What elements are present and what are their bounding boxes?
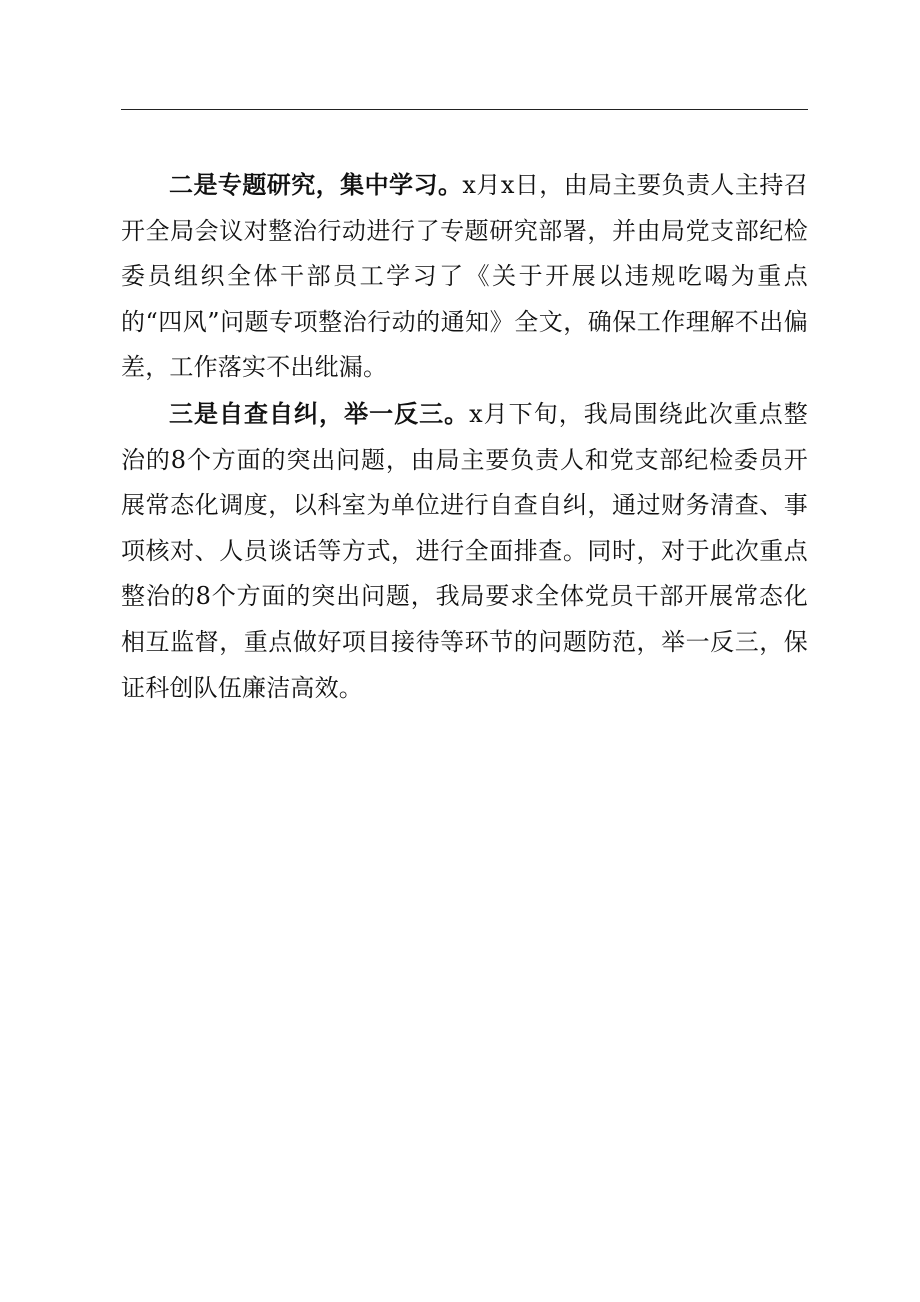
document-body [121, 162, 808, 711]
paragraph-self-inspection [121, 391, 808, 711]
paragraph-lead: 二是专题研究，集中学习。 [169, 170, 463, 199]
paragraph-text: x月x日，由局主要负责人主持召开全局会议对整治行动进行了专题研究部署，并由局党支部纪检委员组织全体干部员工学习了《关于开展以违规吃喝为重点的“四风”问题专项整治行动的通知》全文，确保工作理解不出偏差，工作落实不出纰漏。 [121, 171, 808, 382]
paragraph-text: x月下旬，我局围绕此次重点整治的8个方面的突出问题，由局主要负责人和党支部纪检委员开展常态化调度，以科室为单位进行自查自纠，通过财务清查、事项核对、人员谈话等方式，进行全面排查。同时，对于此次重点整治的8个方面的突出问题，我局要求全体党员干部开展常态化相互监督，重点做好项目接待等环节的问题防范，举一反三，保证科创队伍廉洁高效。 [121, 399, 808, 702]
paragraph-lead: 三是自查自纠，举一反三。 [169, 398, 470, 428]
header-rule [121, 109, 808, 110]
paragraph-special-study [121, 162, 808, 391]
